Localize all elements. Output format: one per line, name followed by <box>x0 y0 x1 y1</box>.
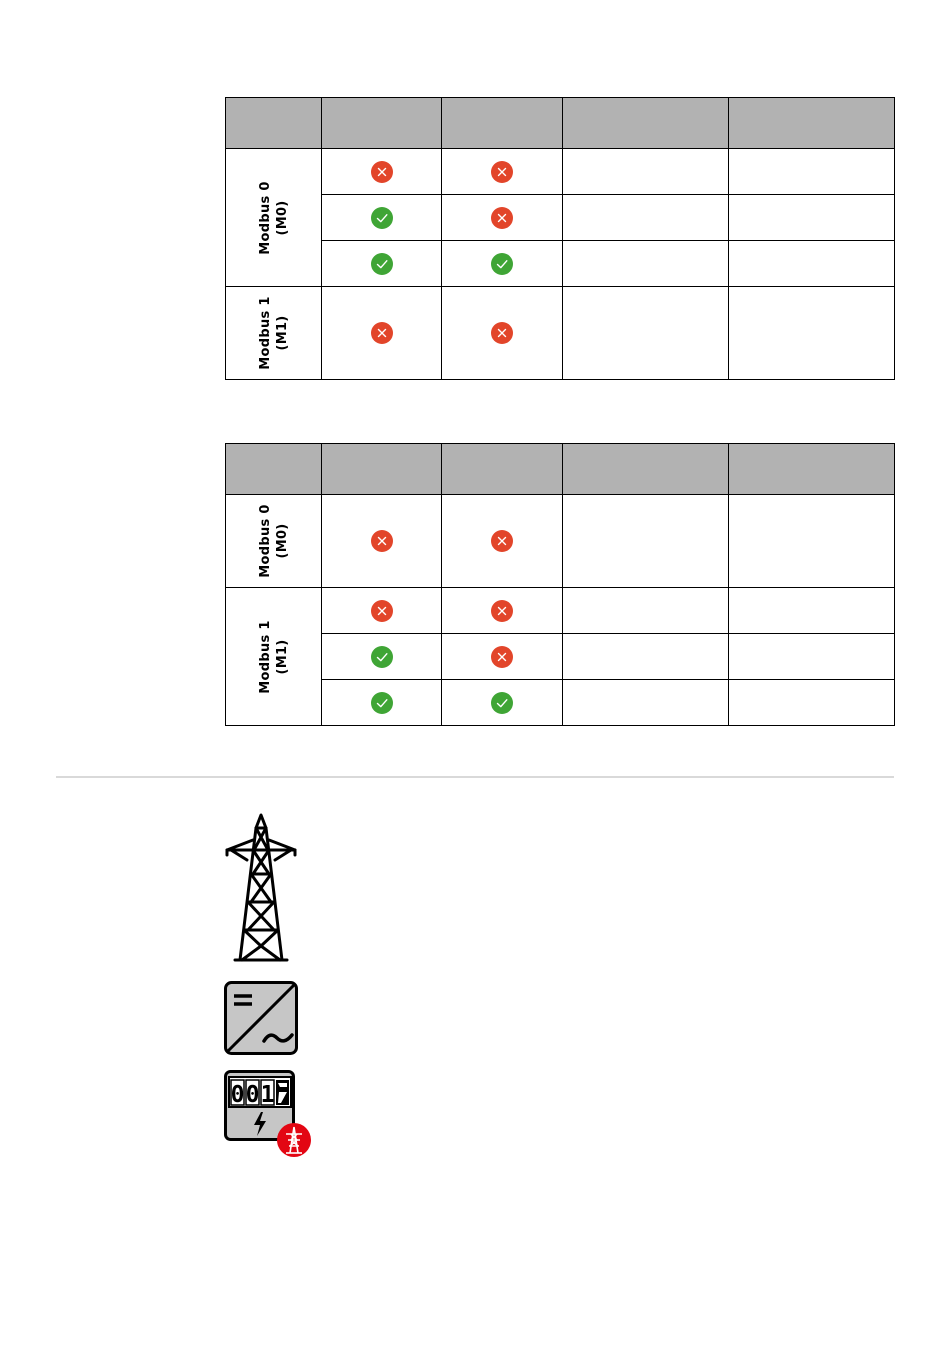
modbus-table-2 <box>225 443 895 726</box>
empty-cell <box>563 634 729 680</box>
inverter-icon <box>224 981 298 1055</box>
empty-cell <box>729 149 895 195</box>
empty-cell <box>729 680 895 726</box>
header-cell <box>563 98 729 149</box>
header-cell <box>729 98 895 149</box>
empty-cell <box>563 195 729 241</box>
header-cell <box>226 444 322 495</box>
empty-cell <box>729 287 895 380</box>
x-circle-icon <box>371 530 393 552</box>
check-circle-icon <box>491 253 513 275</box>
row-group-label-cell <box>226 149 322 287</box>
x-circle-icon <box>491 530 513 552</box>
table-row <box>226 241 895 287</box>
check-circle-icon <box>491 692 513 714</box>
table-header-row <box>226 98 895 149</box>
header-cell <box>442 98 563 149</box>
header-cell <box>226 98 322 149</box>
header-cell <box>563 444 729 495</box>
row-group-label-cell <box>226 495 322 588</box>
table-row <box>226 495 895 588</box>
table-row <box>226 588 895 634</box>
header-cell <box>729 444 895 495</box>
empty-cell <box>563 287 729 380</box>
empty-cell <box>563 149 729 195</box>
check-circle-icon <box>371 646 393 668</box>
x-circle-icon <box>371 322 393 344</box>
empty-cell <box>563 680 729 726</box>
empty-cell <box>729 195 895 241</box>
row-group-label-cell <box>226 588 322 726</box>
table-row <box>226 195 895 241</box>
section-divider <box>56 776 894 778</box>
meter-digit: 1 <box>260 1082 275 1108</box>
row-group-label: Modbus 1 (M1) <box>257 619 290 694</box>
x-circle-icon <box>491 161 513 183</box>
energy-meter-icon <box>224 1070 314 1158</box>
row-group-label: Modbus 0 (M0) <box>257 504 290 578</box>
x-circle-icon <box>491 646 513 668</box>
modbus-table-1 <box>225 97 895 380</box>
row-group-label: Modbus 1 (M1) <box>257 296 290 370</box>
header-cell <box>322 444 442 495</box>
empty-cell <box>729 634 895 680</box>
table-header-row <box>226 444 895 495</box>
x-circle-icon <box>491 207 513 229</box>
empty-cell <box>729 241 895 287</box>
row-group-label-cell <box>226 287 322 380</box>
table-row <box>226 149 895 195</box>
meter-digit: 0 <box>230 1082 245 1108</box>
empty-cell <box>563 241 729 287</box>
x-circle-icon <box>371 600 393 622</box>
empty-cell <box>563 495 729 588</box>
table-row <box>226 680 895 726</box>
power-pylon-icon <box>223 812 299 966</box>
check-circle-icon <box>371 692 393 714</box>
header-cell <box>442 444 563 495</box>
meter-digit: 0 <box>245 1082 260 1108</box>
empty-cell <box>563 588 729 634</box>
table-row <box>226 287 895 380</box>
empty-cell <box>729 495 895 588</box>
empty-cell <box>729 588 895 634</box>
row-group-label: Modbus 0 (M0) <box>257 180 290 255</box>
x-circle-icon <box>371 161 393 183</box>
x-circle-icon <box>491 600 513 622</box>
x-circle-icon <box>491 322 513 344</box>
header-cell <box>322 98 442 149</box>
check-circle-icon <box>371 253 393 275</box>
table-row <box>226 634 895 680</box>
check-circle-icon <box>371 207 393 229</box>
